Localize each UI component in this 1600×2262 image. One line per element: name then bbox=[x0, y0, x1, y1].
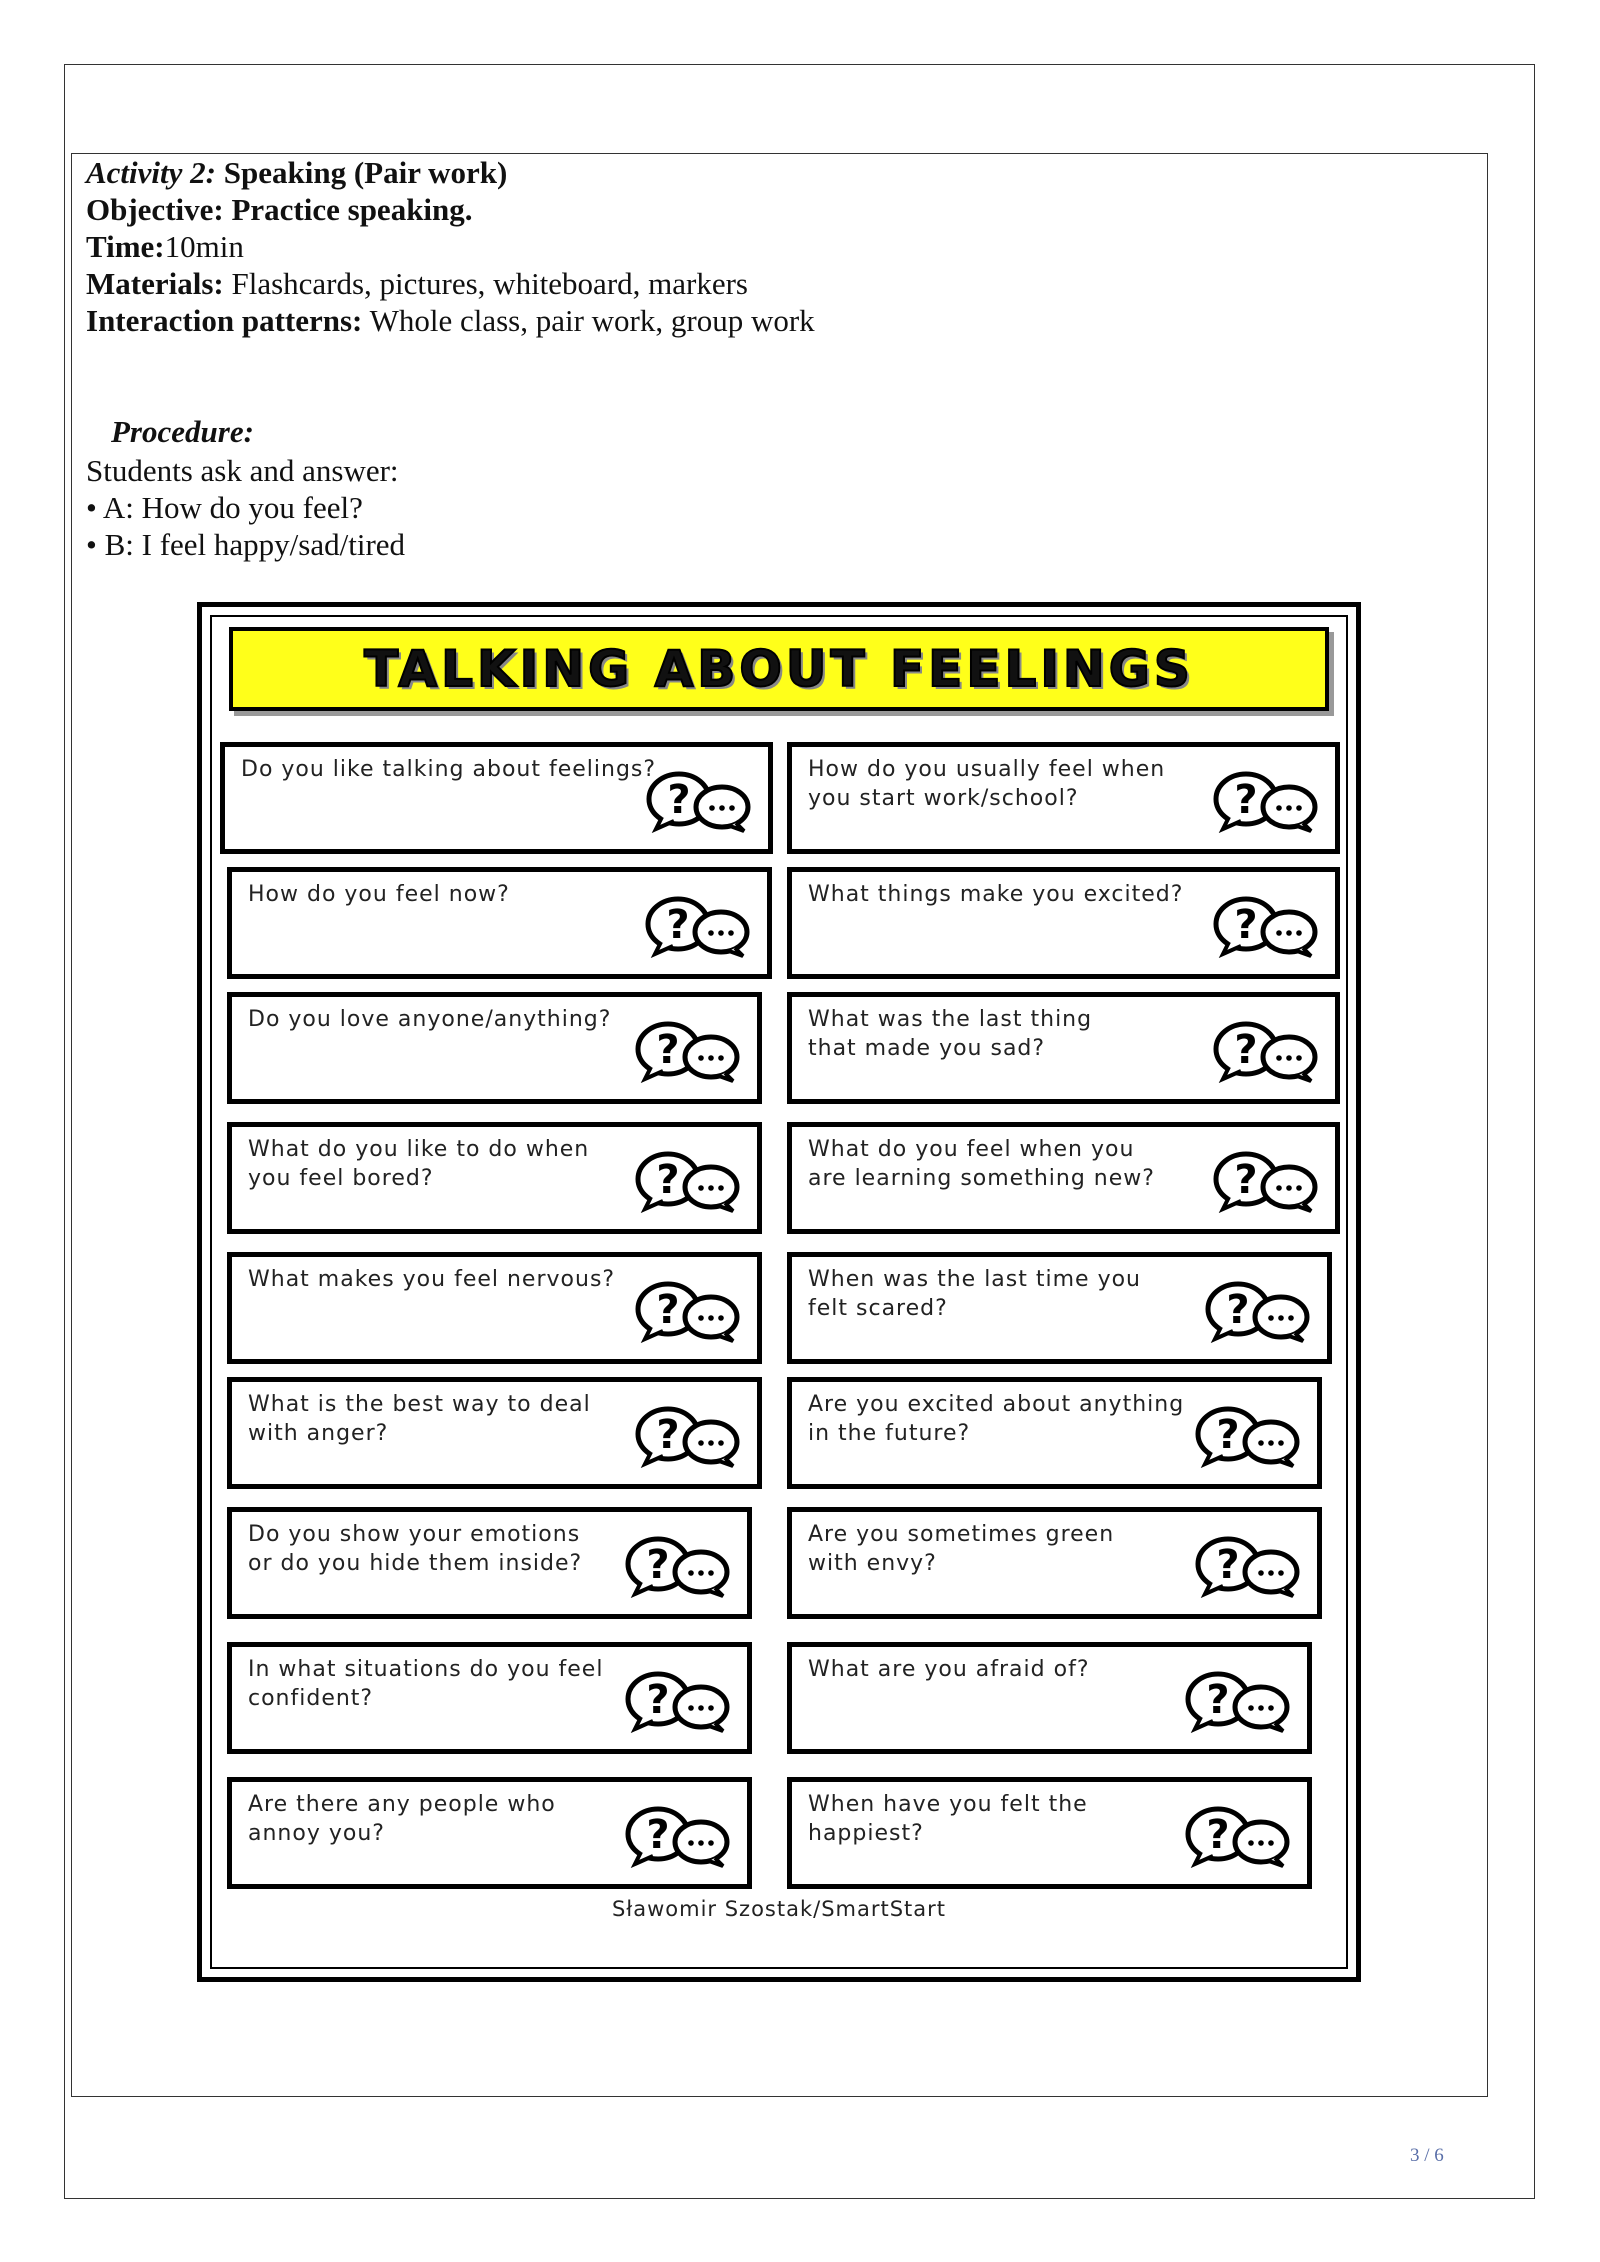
svg-text:?: ? bbox=[1234, 902, 1258, 948]
svg-text:?: ? bbox=[1206, 1812, 1230, 1858]
question-card bbox=[787, 1642, 1312, 1754]
question-text: What do you like to do when you feel bored? bbox=[248, 1137, 590, 1191]
question-card bbox=[227, 1122, 762, 1234]
question-card bbox=[227, 992, 762, 1104]
question-card bbox=[220, 742, 773, 854]
svg-text:?: ? bbox=[1216, 1412, 1240, 1458]
procedure-label: Procedure: bbox=[111, 414, 254, 449]
question-text: What was the last thing that made you sad? bbox=[808, 1007, 1093, 1061]
svg-text:?: ? bbox=[667, 777, 691, 823]
question-card bbox=[787, 1777, 1312, 1889]
question-text: What do you feel when you are learning something new? bbox=[808, 1137, 1155, 1191]
question-text: How do you feel now? bbox=[248, 882, 510, 907]
activity-heading: Activity 2: Speaking (Pair work) bbox=[86, 155, 508, 190]
question-text: In what situations do you feel confident? bbox=[248, 1657, 604, 1711]
question-text: What are you afraid of? bbox=[808, 1657, 1090, 1682]
question-card bbox=[227, 1642, 752, 1754]
question-speech-bubbles-icon bbox=[644, 769, 754, 833]
question-text: When have you felt the happiest? bbox=[808, 1792, 1088, 1846]
question-text: Do you like talking about feelings? bbox=[241, 757, 657, 782]
time-line: Time:10min bbox=[86, 229, 244, 264]
question-speech-bubbles-icon bbox=[1193, 1534, 1303, 1598]
question-speech-bubbles-icon bbox=[1193, 1404, 1303, 1468]
question-card bbox=[787, 1507, 1322, 1619]
procedure-line-a: • A: How do you feel? bbox=[86, 490, 363, 525]
question-speech-bubbles-icon bbox=[623, 1669, 733, 1733]
question-speech-bubbles-icon bbox=[623, 1534, 733, 1598]
question-text: What is the best way to deal with anger? bbox=[248, 1392, 591, 1446]
svg-text:?: ? bbox=[666, 902, 690, 948]
question-card bbox=[787, 992, 1340, 1104]
svg-text:?: ? bbox=[1234, 777, 1258, 823]
objective-line: Objective: Practice speaking. bbox=[86, 192, 473, 227]
activity-details bbox=[86, 154, 815, 339]
worksheet-title-banner bbox=[229, 627, 1329, 711]
question-speech-bubbles-icon bbox=[1183, 1669, 1293, 1733]
procedure-intro: Students ask and answer: bbox=[86, 453, 399, 488]
procedure-line-b: • B: I feel happy/sad/tired bbox=[86, 527, 406, 562]
question-card bbox=[787, 867, 1340, 979]
question-speech-bubbles-icon bbox=[633, 1279, 743, 1343]
svg-text:?: ? bbox=[1216, 1542, 1240, 1588]
question-card bbox=[227, 867, 772, 979]
svg-text:?: ? bbox=[646, 1542, 670, 1588]
svg-text:?: ? bbox=[646, 1812, 670, 1858]
question-card bbox=[227, 1377, 762, 1489]
interaction-line: Interaction patterns: Whole class, pair work, group work bbox=[86, 303, 815, 338]
svg-text:?: ? bbox=[1234, 1027, 1258, 1073]
question-card bbox=[227, 1777, 752, 1889]
question-card bbox=[787, 742, 1340, 854]
question-text: Are there any people who annoy you? bbox=[248, 1792, 556, 1846]
worksheet-credit: Sławomir Szostak/SmartStart bbox=[611, 1897, 947, 1921]
question-text: How do you usually feel when you start work/school? bbox=[808, 757, 1166, 811]
svg-text:?: ? bbox=[646, 1677, 670, 1723]
svg-text:?: ? bbox=[656, 1287, 680, 1333]
question-text: Do you show your emotions or do you hide them inside? bbox=[248, 1522, 583, 1576]
question-speech-bubbles-icon bbox=[1183, 1804, 1293, 1868]
worksheet-title: TALKING ABOUT FEELINGS bbox=[364, 640, 1194, 698]
question-text: When was the last time you felt scared? bbox=[808, 1267, 1141, 1321]
question-card bbox=[787, 1252, 1332, 1364]
question-card bbox=[787, 1122, 1340, 1234]
question-text: Are you excited about anything in the future? bbox=[808, 1392, 1185, 1446]
question-speech-bubbles-icon bbox=[633, 1149, 743, 1213]
svg-text:?: ? bbox=[1234, 1157, 1258, 1203]
question-text: Do you love anyone/anything? bbox=[248, 1007, 612, 1032]
page-number: 3 / 6 bbox=[1410, 2145, 1444, 2166]
question-card bbox=[787, 1377, 1322, 1489]
question-text: What makes you feel nervous? bbox=[248, 1267, 616, 1292]
question-text: Are you sometimes green with envy? bbox=[808, 1522, 1115, 1576]
svg-text:?: ? bbox=[656, 1027, 680, 1073]
procedure-text bbox=[86, 452, 405, 563]
materials-line: Materials: Flashcards, pictures, whiteboard, markers bbox=[86, 266, 748, 301]
question-speech-bubbles-icon bbox=[623, 1804, 733, 1868]
svg-text:?: ? bbox=[656, 1412, 680, 1458]
question-speech-bubbles-icon bbox=[633, 1404, 743, 1468]
svg-text:?: ? bbox=[1226, 1287, 1250, 1333]
question-speech-bubbles-icon bbox=[643, 894, 753, 958]
svg-text:?: ? bbox=[656, 1157, 680, 1203]
question-speech-bubbles-icon bbox=[1211, 769, 1321, 833]
feelings-worksheet-image bbox=[197, 602, 1361, 1982]
question-speech-bubbles-icon bbox=[1203, 1279, 1313, 1343]
question-card bbox=[227, 1507, 752, 1619]
question-speech-bubbles-icon bbox=[1211, 1019, 1321, 1083]
question-card bbox=[227, 1252, 762, 1364]
question-speech-bubbles-icon bbox=[1211, 1149, 1321, 1213]
svg-text:?: ? bbox=[1206, 1677, 1230, 1723]
question-speech-bubbles-icon bbox=[1211, 894, 1321, 958]
question-text: What things make you excited? bbox=[808, 882, 1184, 907]
question-speech-bubbles-icon bbox=[633, 1019, 743, 1083]
